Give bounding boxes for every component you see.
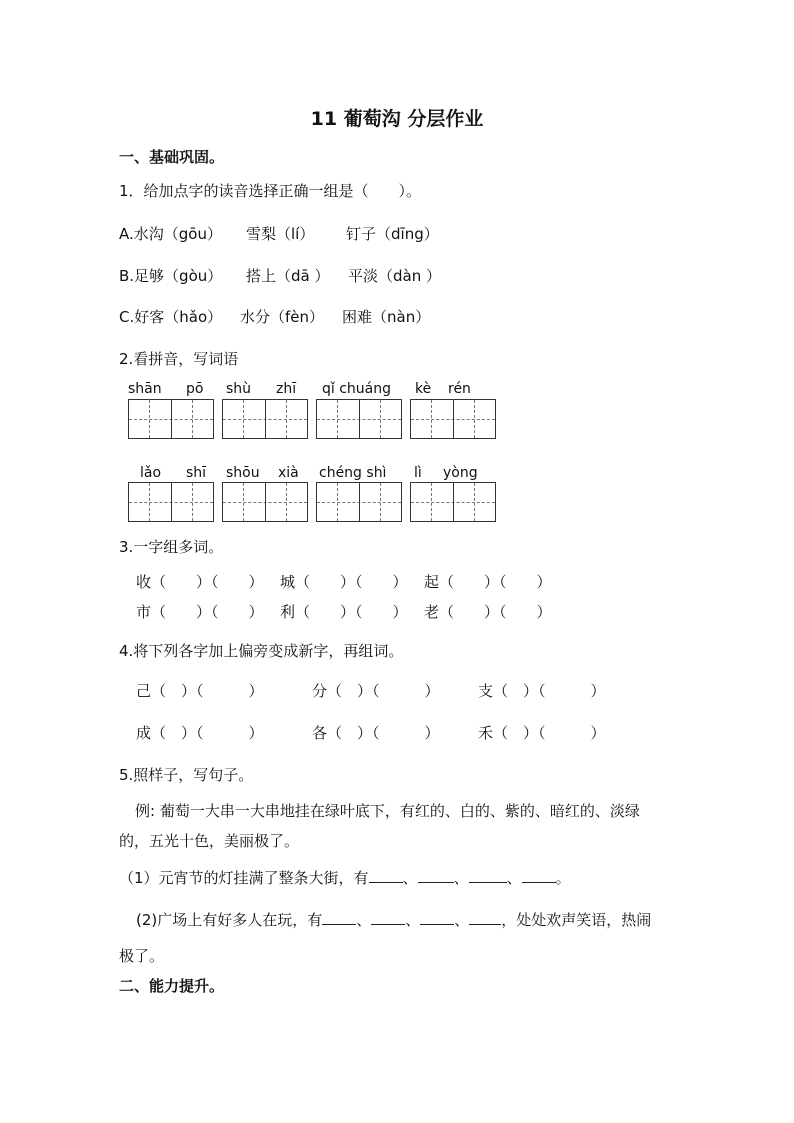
comma: 、 <box>402 869 418 887</box>
q5-sentence-1 <box>119 867 571 888</box>
q5-sentence-2 <box>136 909 651 930</box>
pinyin: shù <box>226 381 252 397</box>
comma: 、 <box>506 869 522 887</box>
q1-option-c3: 困难（nàn） <box>342 308 431 326</box>
q4-item: 分（ ）（ ） <box>312 682 440 700</box>
writing-grid[interactable] <box>128 482 214 522</box>
q3-item: 老（ ）（ ） <box>424 603 552 621</box>
page-title: 11 葡萄沟 分层作业 <box>310 108 484 130</box>
pinyin: shōu <box>226 465 260 481</box>
comma: 、 <box>454 911 470 929</box>
q1-option-b1: B.足够（gòu） <box>119 267 223 285</box>
q3-item: 起（ ）（ ） <box>424 573 552 591</box>
q3-prompt: 3.一字组多词。 <box>119 538 224 556</box>
q1-option-c2: 水分（fèn） <box>240 308 325 326</box>
answer-blank[interactable] <box>369 868 403 883</box>
pinyin: rén <box>448 381 471 397</box>
writing-grid[interactable] <box>222 399 308 439</box>
q4-item: 支（ ）（ ） <box>478 682 606 700</box>
q4-item: 己（ ）（ ） <box>136 682 264 700</box>
pinyin: kè <box>415 381 432 397</box>
pinyin: xià <box>278 465 299 481</box>
q1-option-a1: A.水沟（gōu） <box>119 225 222 243</box>
writing-grid[interactable] <box>316 482 402 522</box>
pinyin: lì <box>414 465 422 481</box>
pinyin: yòng <box>443 465 478 481</box>
q2-prompt: 2.看拼音，写词语 <box>119 350 239 368</box>
q1-option-c1: C.好客（hǎo） <box>119 308 223 326</box>
pinyin: lǎo <box>140 465 162 481</box>
q4-item: 各（ ）（ ） <box>312 724 440 742</box>
answer-blank[interactable] <box>322 910 356 925</box>
q5-sentence-2-line2: 极了。 <box>119 947 165 965</box>
answer-blank[interactable] <box>469 910 501 925</box>
writing-grid[interactable] <box>316 399 402 439</box>
writing-grid[interactable] <box>410 399 496 439</box>
answer-blank[interactable] <box>469 868 507 883</box>
q5-s2-text: (2)广场上有好多人在玩，有 <box>136 911 323 929</box>
pinyin: chéng shì <box>319 465 387 481</box>
pinyin: qǐ chuáng <box>322 381 392 397</box>
period: 。 <box>555 869 571 887</box>
q4-item: 禾（ ）（ ） <box>478 724 606 742</box>
q1-option-a2: 雪梨（lí） <box>246 225 315 243</box>
answer-blank[interactable] <box>522 868 556 883</box>
q5-example-line2: 的，五光十色，美丽极了。 <box>119 832 300 850</box>
q4-prompt: 4.将下列各字加上偏旁变成新字，再组词。 <box>119 642 404 660</box>
comma: 、 <box>356 911 372 929</box>
q1-prompt: 1．给加点字的读音选择正确一组是（ ）。 <box>119 182 422 200</box>
q3-item: 利（ ）（ ） <box>280 603 408 621</box>
q3-item: 城（ ）（ ） <box>280 573 408 591</box>
writing-grid[interactable] <box>222 482 308 522</box>
q3-item: 收（ ）（ ） <box>136 573 264 591</box>
q5-prompt: 5.照样子，写句子。 <box>119 766 254 784</box>
comma: 、 <box>405 911 421 929</box>
pinyin: zhī <box>276 381 297 397</box>
writing-grid[interactable] <box>410 482 496 522</box>
q5-s1-text: （1）元宵节的灯挂满了整条大街，有 <box>119 869 369 887</box>
pinyin: pō <box>186 381 204 397</box>
q5-example-line1: 例: 葡萄一大串一大串地挂在绿叶底下，有红的、白的、紫的、暗红的、淡绿 <box>135 802 640 820</box>
comma: 、 <box>453 869 469 887</box>
q5-s2-end: ，处处欢声笑语，热闹 <box>501 911 652 929</box>
q1-option-b2: 搭上（dā ） <box>246 267 330 285</box>
q1-option-a3: 钉子（dīng） <box>346 225 439 243</box>
answer-blank[interactable] <box>371 910 405 925</box>
answer-blank[interactable] <box>418 868 454 883</box>
q1-option-b3: 平淡（dàn ） <box>348 267 441 285</box>
q3-item: 市（ ）（ ） <box>136 603 264 621</box>
section1-heading: 一、基础巩固。 <box>119 148 225 166</box>
q4-item: 成（ ）（ ） <box>136 724 264 742</box>
writing-grid[interactable] <box>128 399 214 439</box>
pinyin: shī <box>186 465 207 481</box>
pinyin: shān <box>128 381 162 397</box>
answer-blank[interactable] <box>420 910 454 925</box>
section2-heading: 二、能力提升。 <box>119 977 225 995</box>
